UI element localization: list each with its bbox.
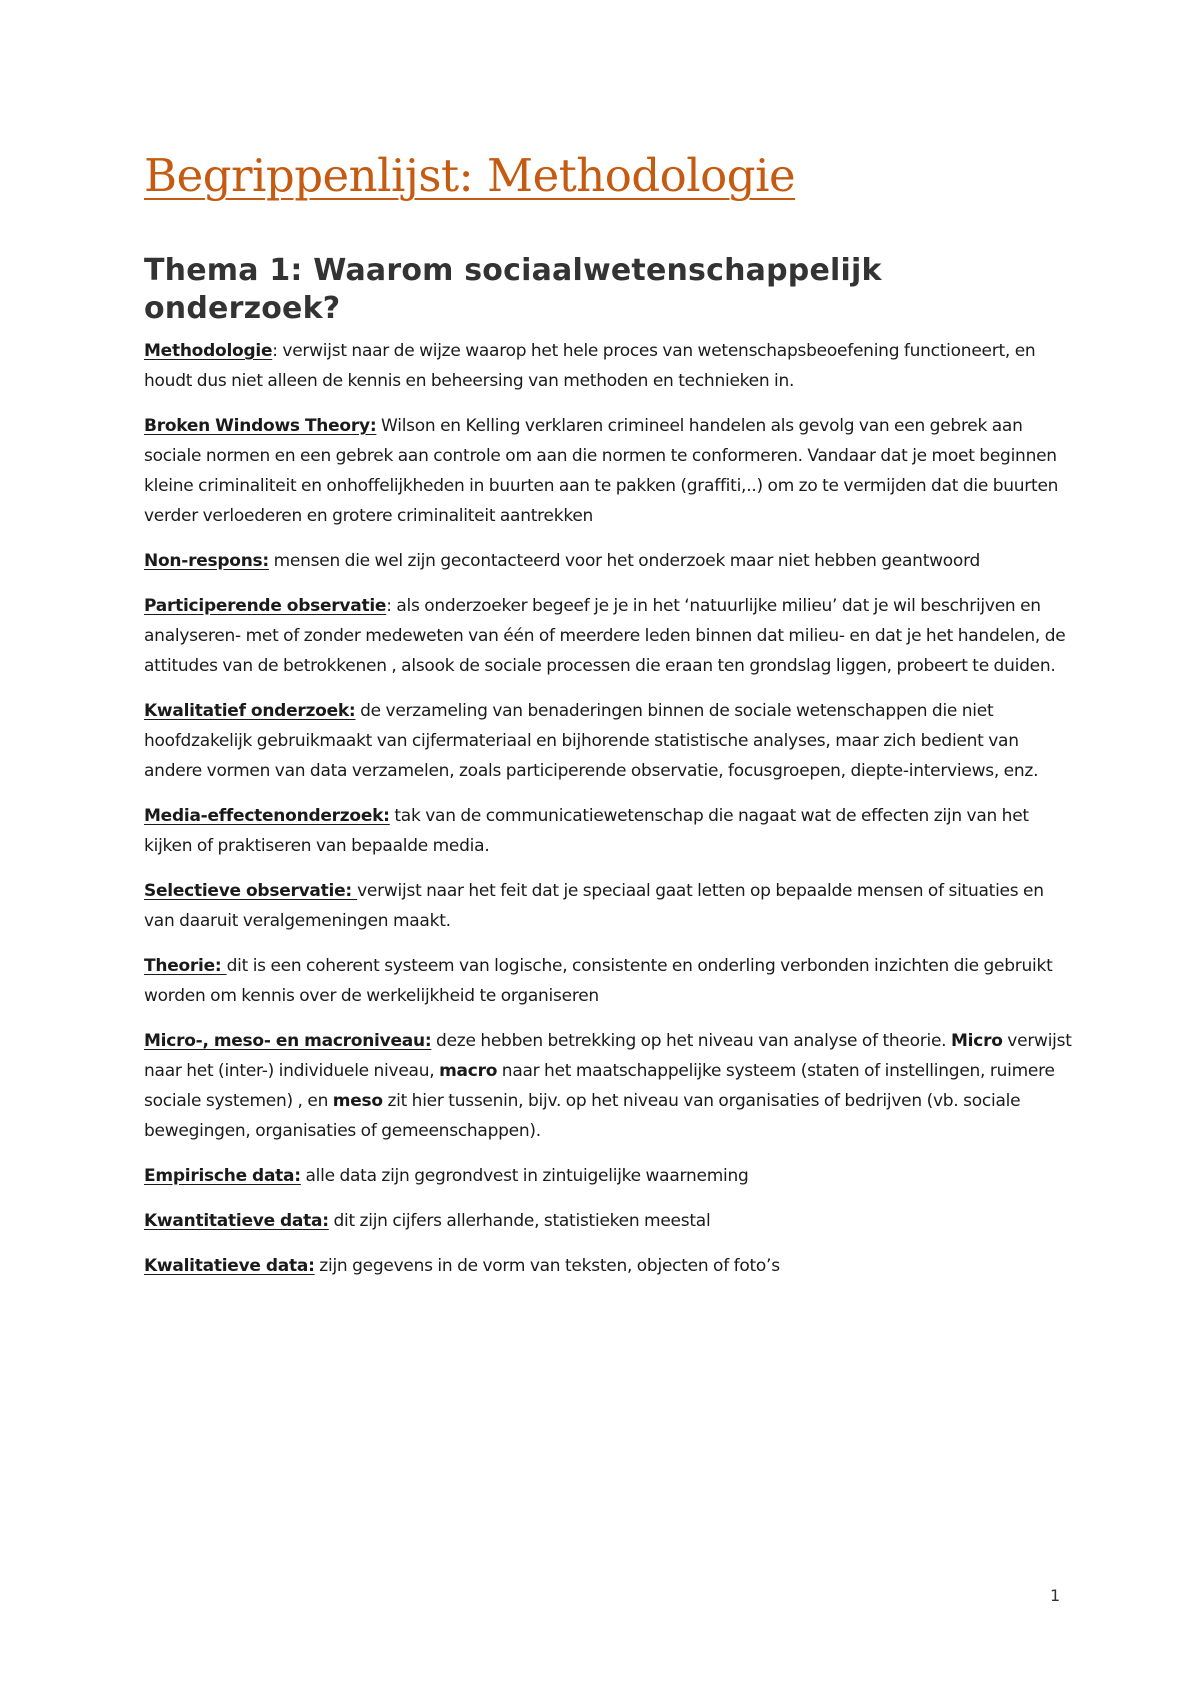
glossary-entry-kwalitatief-onderzoek — [144, 696, 1074, 786]
glossary-term: Broken Windows Theory: — [144, 415, 377, 436]
glossary-entry-selectieve-observatie — [144, 876, 1074, 936]
glossary-term: Kwalitatief onderzoek: — [144, 700, 356, 721]
document-title: Begrippenlijst: Methodologie — [144, 149, 796, 202]
glossary-term: Kwantitatieve data: — [144, 1210, 329, 1231]
section-heading: Thema 1: Waarom sociaalwetenschappelijk onderzoek? — [144, 252, 882, 326]
glossary-term: Theorie: — [144, 955, 227, 976]
glossary-term: Kwalitatieve data: — [144, 1255, 315, 1276]
definition-part: zit hier tussenin, bijv. op het niveau van organisaties of bedrijven (vb. sociale bewegingen, organisaties of gemeenschappen). — [144, 1090, 1021, 1141]
definition-part: verwijst naar het (inter-) individuele niveau, — [144, 1030, 1072, 1081]
glossary-definition: dit zijn cijfers allerhande, statistieken meestal — [328, 1210, 711, 1231]
glossary-term: Selectieve observatie: — [144, 880, 358, 901]
glossary-entry-participerende-observatie — [144, 591, 1074, 681]
glossary-entry-non-respons — [144, 546, 1074, 576]
glossary-definition: : als onderzoeker begeef je je in het ‘natuurlijke milieu’ dat je wil beschrijven en analyseren- met of zonder medeweten van één of meerdere leden binnen dat milieu- en dat je het handelen, de attitudes van de betrokkenen , alsook de sociale processen die eraan ten grondslag liggen, probeert te duiden. — [144, 595, 1066, 676]
glossary-definition: dit is een coherent systeem van logische, consistente en onderling verbonden inzichten die gebruikt worden om kennis over de werkelijkheid te organiseren — [144, 955, 1053, 1006]
definition-part-bold: macro — [439, 1060, 498, 1081]
glossary-term: Non-respons: — [144, 550, 269, 571]
page-number: 1 — [1050, 1586, 1061, 1605]
glossary-definition: tak van de communicatiewetenschap die nagaat wat de effecten zijn van het kijken of praktiseren van bepaalde media. — [144, 805, 1029, 856]
definition-part-bold: meso — [332, 1090, 383, 1111]
glossary-entry-theorie — [144, 951, 1074, 1011]
document-page — [144, 150, 1074, 1296]
glossary-entry-broken-windows — [144, 411, 1074, 531]
glossary-definition: zijn gegevens in de vorm van teksten, objecten of foto’s — [314, 1255, 780, 1276]
glossary-definition: alle data zijn gegrondvest in zintuigelijke waarneming — [300, 1165, 749, 1186]
glossary-entry-kwalitatieve-data — [144, 1251, 1074, 1281]
glossary-term: Empirische data: — [144, 1165, 301, 1186]
glossary-entry-methodologie — [144, 336, 1074, 396]
glossary-entry-empirische-data — [144, 1161, 1074, 1191]
definition-part-bold: Micro — [951, 1030, 1003, 1051]
glossary-definition: mensen die wel zijn gecontacteerd voor het onderzoek maar niet hebben geantwoord — [268, 550, 981, 571]
glossary-entry-media-effectenonderzoek — [144, 801, 1074, 861]
glossary-term: Media-effectenonderzoek: — [144, 805, 390, 826]
glossary-term: Participerende observatie — [144, 595, 387, 616]
glossary-entry-kwantitatieve-data — [144, 1206, 1074, 1236]
glossary-entry-micro-meso-macroniveau — [144, 1026, 1074, 1146]
definition-part: naar het maatschappelijke systeem (staten of instellingen, ruimere sociale systemen) , en — [144, 1060, 1055, 1111]
glossary-definition: Wilson en Kelling verklaren crimineel handelen als gevolg van een gebrek aan sociale normen en een gebrek aan controle om aan die normen te conformeren. Vandaar dat je moet beginnen kleine criminaliteit en onhoffelijkheden in buurten aan te pakken (graffiti,..) om zo te vermijden dat die buurten verder verloederen en grotere criminaliteit aantrekken — [144, 415, 1059, 526]
glossary-term: Methodologie — [144, 340, 273, 361]
glossary-definition: de verzameling van benaderingen binnen de sociale wetenschappen die niet hoofdzakelijk gebruikmaakt van cijfermateriaal en bijhorende statistische analyses, maar zich bedient van andere vormen van data verzamelen, zoals participerende observatie, focusgroepen, diepte-interviews, enz. — [144, 700, 1039, 781]
definition-part: deze hebben betrekking op het niveau van analyse of theorie. — [431, 1030, 951, 1051]
glossary-definition: verwijst naar het feit dat je speciaal gaat letten op bepaalde mensen of situaties en van daaruit veralgemeningen maakt. — [144, 880, 1044, 931]
glossary-term: Micro-, meso- en macroniveau: — [144, 1030, 432, 1051]
glossary-definition: : verwijst naar de wijze waarop het hele proces van wetenschapsbeoefening functioneert, en houdt dus niet alleen de kennis en beheersing van methoden en technieken in. — [144, 340, 1036, 391]
